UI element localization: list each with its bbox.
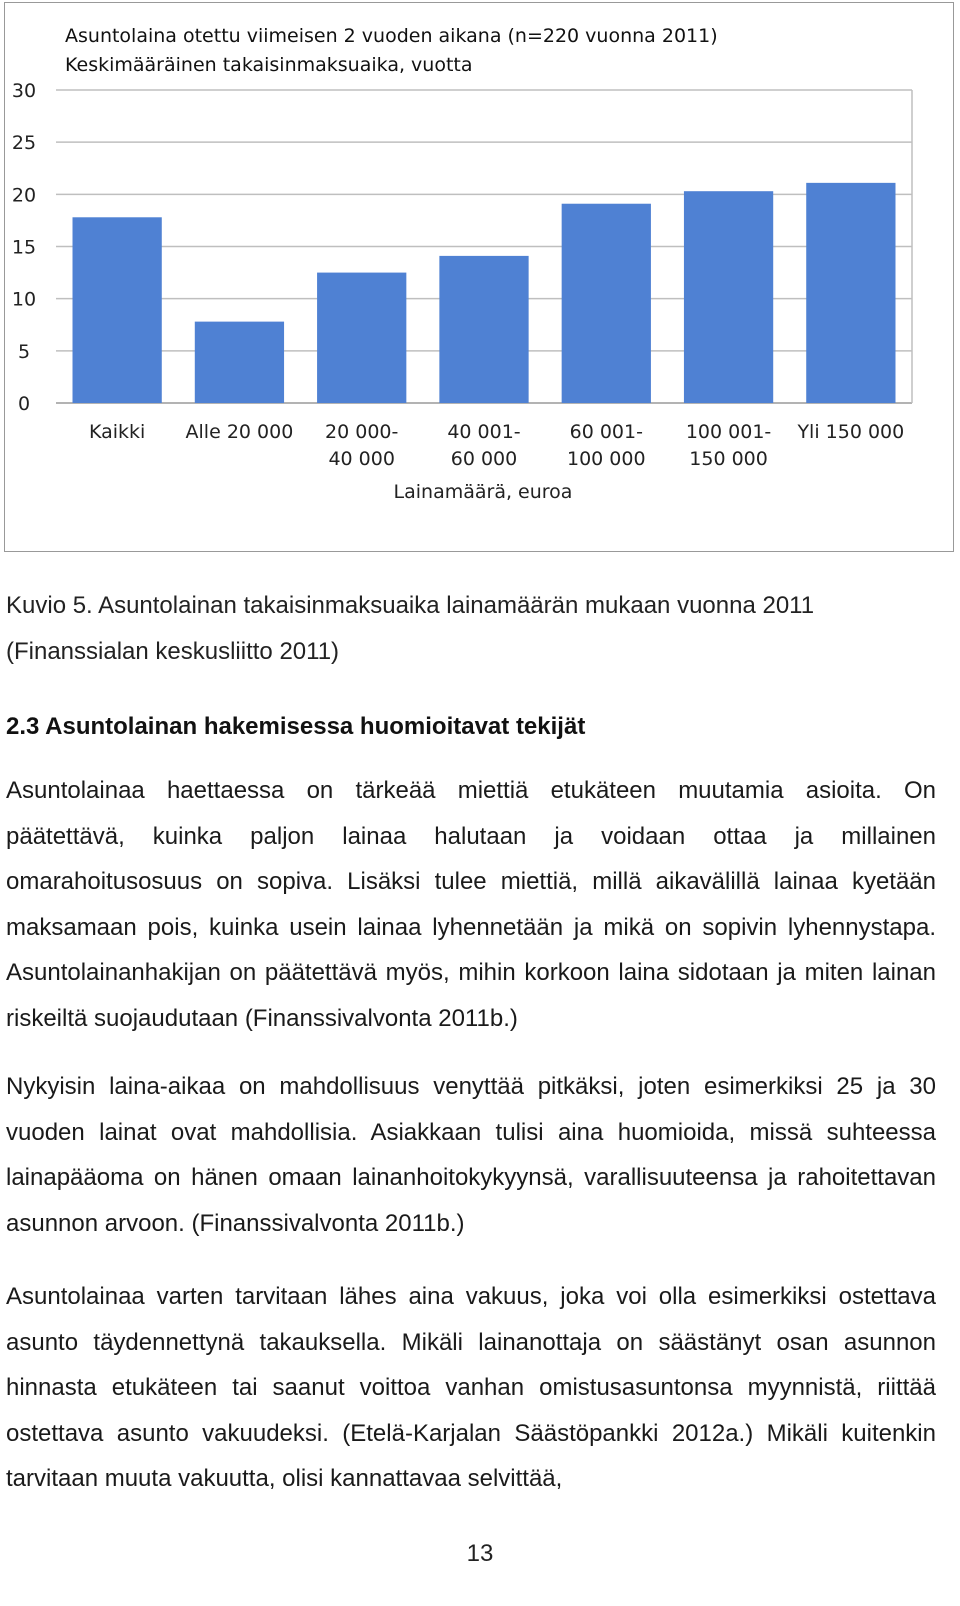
y-tick-label: 25 — [11, 132, 37, 155]
x-tick-label: Kaikki — [88, 421, 146, 443]
bar-chart — [0, 0, 960, 560]
y-tick-label: 5 — [17, 340, 31, 363]
x-tick-label: 20 000- — [325, 421, 399, 443]
x-tick-label: 100 000 — [566, 448, 646, 470]
x-tick-label: 100 001- — [685, 421, 772, 443]
x-tick-label: Alle 20 000 — [185, 421, 294, 443]
bar — [317, 273, 406, 403]
bar — [806, 183, 895, 403]
paragraph-1: Asuntolainaa haettaessa on tärkeää miettiä etukäteen muutamia asioita. On päätettävä, kuinka paljon lainaa halutaan ja voidaan ottaa ja millainen omarahoitusosuus on sopiva. Lisäksi tulee miettiä, millä aikavälillä lainaa kyetään maksamaan pois, kuinka usein lainaa lyhennetään ja mikä on sopivin lyhennystapa. Asuntolainanhakijan on päätettävä myös, mihin korkoon laina sidotaan ja miten lainan riskeiltä suojaudutaan (Finanssivalvonta 2011b.) — [6, 777, 936, 1032]
bar — [73, 217, 162, 403]
x-tick-label: 60 000 — [450, 448, 518, 470]
x-tick-label: 40 000 — [328, 448, 395, 470]
y-tick-label: 10 — [11, 288, 37, 311]
page-number: 13 — [466, 1540, 494, 1567]
bar — [195, 322, 284, 403]
x-tick-label: 150 000 — [689, 448, 768, 470]
bar — [562, 204, 651, 403]
x-tick-label: 40 001- — [447, 421, 521, 443]
y-tick-label: 15 — [11, 236, 37, 259]
y-tick-label: 20 — [11, 184, 37, 207]
x-tick-label: 60 001- — [569, 421, 643, 443]
paragraph-3: Asuntolainaa varten tarvitaan lähes aina vakuus, joka voi olla esimerkiksi ostettava asunto täydennettynä takauksella. Mikäli lainanottaja on säästänyt osan asunnon hinnasta etukäteen tai saanut voittoa vanhan omistusasuntonsa myynnistä, riittää ostettava asunto vakuudeksi. (Etelä-Karjalan Säästöpankki 2012a.) Mikäli kuitenkin tarvitaan muuta vakuutta, olisi kannattavaa selvittää, — [6, 1283, 936, 1492]
chart-title: Asuntolaina otettu viimeisen 2 vuoden aikana (n=220 vuonna 2011) — [65, 25, 718, 47]
bar — [684, 191, 773, 403]
figure-caption: Kuvio 5. Asuntolainan takaisinmaksuaika lainamäärän mukaan vuonna 2011 (Finanssialan keskusliitto 2011) — [6, 592, 815, 665]
y-tick-label: 0 — [17, 393, 31, 415]
section-heading: 2.3 Asuntolainan hakemisessa huomioitavat tekijät — [6, 713, 586, 740]
chart-subtitle: Keskimääräinen takaisinmaksuaika, vuotta — [65, 54, 473, 76]
paragraph-2: Nykyisin laina-aikaa on mahdollisuus venyttää pitkäksi, joten esimerkiksi 25 ja 30 vuoden lainat ovat mahdollisia. Asiakkaan tulisi aina huomioida, missä suhteessa lainapääoma on hänen omaan lainanhoitokykyynsä, varallisuuteensa ja rahoitettavan asunnon arvoon. (Finanssivalvonta 2011b.) — [6, 1073, 936, 1237]
y-tick-label: 30 — [11, 80, 37, 102]
x-tick-label: Yli 150 000 — [797, 421, 905, 443]
bar — [439, 256, 528, 403]
x-axis-label: Lainamäärä, euroa — [393, 481, 573, 503]
